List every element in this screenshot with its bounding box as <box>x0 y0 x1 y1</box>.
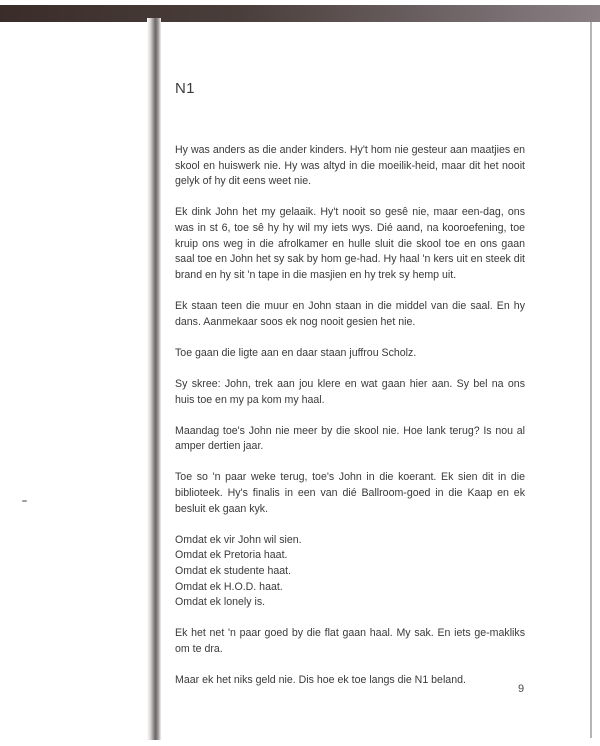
scanner-top-edge <box>0 5 600 22</box>
page-number: 9 <box>518 683 525 695</box>
book-spine <box>147 18 161 740</box>
stray-mark <box>22 500 27 502</box>
paragraph: Sy skree: John, trek aan jou klere en wat gaan hier aan. Sy bel na ons huis toe en my pa kom my haal. <box>175 377 525 406</box>
left-page <box>0 22 152 746</box>
page-title: N1 <box>175 80 195 97</box>
paragraph: Ek staan teen die muur en John staan in die middel van die saal. En hy dans. Aanmekaar soos ek nog nooit gesien het nie. <box>175 299 525 328</box>
list-line: Omdat ek vir John wil sien. <box>175 533 302 546</box>
reasons-list <box>175 533 525 611</box>
page-right-edge <box>590 22 592 738</box>
paragraph: Hy was anders as die ander kinders. Hy't hom nie gesteur aan maatjies en skool en huiswerk nie. Hy was altyd in die moeilik-heid, maar dit het nooit gelyk of hy dit eens weet nie. <box>175 144 525 188</box>
paragraph: Maandag toe's John nie meer by die skool nie. Hoe lank terug? Is nou al amper dertien jaar. <box>175 424 525 453</box>
list-line: Omdat ek studente haat. <box>175 565 292 578</box>
list-line: Omdat ek Pretoria haat. <box>175 549 288 562</box>
list-line: Omdat ek lonely is. <box>175 596 266 609</box>
list-line: Omdat ek H.O.D. haat. <box>175 580 283 593</box>
paragraph: Toe so 'n paar weke terug, toe's John in die koerant. Ek sien dit in die biblioteek. Hy's finalis in een van dié Ballroom-goed in die Kaap en ek besluit ek gaan kyk. <box>175 471 525 515</box>
paragraph: Ek het net 'n paar goed by die flat gaan haal. My sak. En iets ge-makliks om te dra. <box>175 627 525 655</box>
paragraph: Ek dink John het my gelaaik. Hy't nooit so gesê nie, maar een-dag, ons was in st 6, toe sê hy hy wil my iets wys. Dié aand, na kooroefening, toe kruip ons weg in die afrolkamer en hulle sluit die skool toe en ons gaan saal toe en John het sy sak by hom ge-had. Hy haal 'n kers uit en steek dit brand en hy sit 'n tape in die masjien en hy trek sy hemp uit. <box>175 206 525 281</box>
paragraph: Maar ek het niks geld nie. Dis hoe ek toe langs die N1 beland. <box>175 674 466 687</box>
page-body <box>175 143 525 704</box>
paragraph: Toe gaan die ligte aan en daar staan juffrou Scholz. <box>175 346 417 359</box>
